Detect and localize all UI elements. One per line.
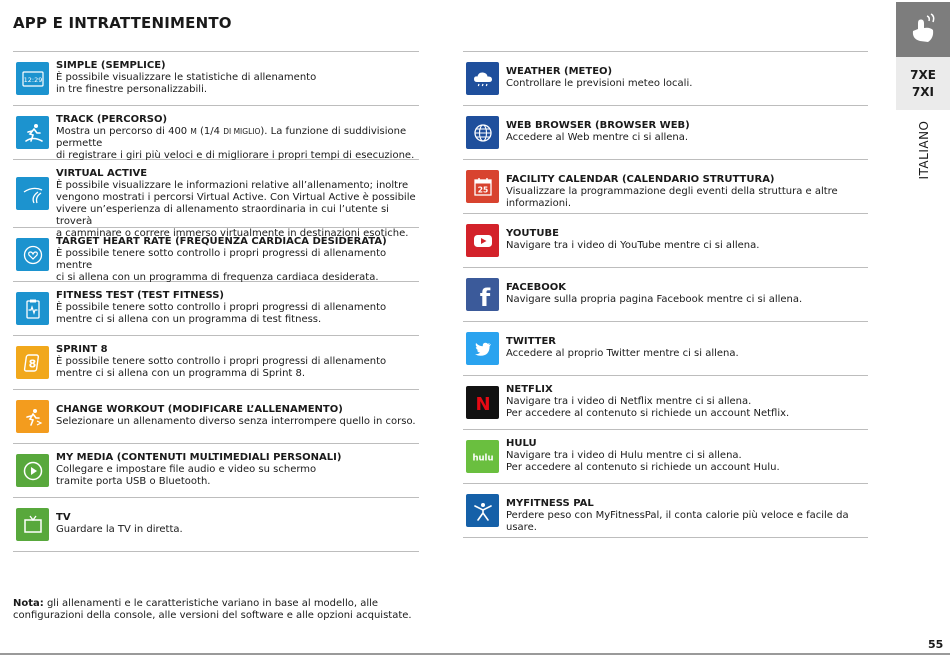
weather-tile	[466, 62, 499, 95]
list-item-fitness-test	[13, 282, 419, 336]
track-title: TRACK (PERCORSO)	[56, 114, 168, 125]
web-browser-title: WEB BROWSER (BROWSER WEB)	[506, 120, 690, 131]
touch-hand-icon	[906, 13, 940, 47]
weather-cloud-icon	[472, 68, 494, 90]
note-label: Nota:	[13, 598, 44, 609]
target-heart-rate-desc: È possibile tenere sotto controllo i propri progressi di allenamento mentre ci si allena con un programma di frequenza cardiaca desiderata.	[56, 248, 387, 283]
facebook-title: FACEBOOK	[506, 282, 566, 293]
youtube-icon	[472, 230, 494, 252]
list-item-myfitness-pal	[463, 484, 868, 538]
list-item-twitter	[463, 322, 868, 376]
side-tab-language	[914, 120, 934, 180]
facebook-letter: f	[479, 283, 490, 306]
hulu-title: HULU	[506, 438, 537, 449]
side-tab-touch	[896, 2, 950, 57]
list-item-target-heart-rate	[13, 228, 419, 282]
simple-tile-time: 12:29	[23, 75, 42, 84]
virtual-active-title: VIRTUAL ACTIVE	[56, 168, 148, 179]
tv-title: TV	[56, 512, 71, 523]
netflix-icon	[472, 392, 494, 414]
netflix-desc: Navigare tra i video di Netflix mentre ci si allena. Per accedere al contenuto si richiede un account Netflix.	[506, 396, 790, 419]
hulu-tile	[466, 440, 499, 473]
track-tile	[16, 116, 49, 149]
change-workout-icon	[22, 406, 44, 428]
tv-tile	[16, 508, 49, 541]
language-label: ITALIANO	[917, 120, 931, 180]
fitness-test-desc: È possibile tenere sotto controllo i propri progressi di allenamento mentre ci si allena con un programma di test fitness.	[56, 302, 387, 325]
fitness-test-tile	[16, 292, 49, 325]
list-item-facility-calendar	[463, 160, 868, 214]
calendar-icon	[472, 176, 494, 198]
list-item-sprint-8	[13, 336, 419, 390]
facebook-desc: Navigare sulla propria pagina Facebook mentre ci si allena.	[506, 294, 803, 305]
list-item-simple	[13, 52, 419, 106]
runner-icon	[22, 122, 44, 144]
virtual-active-tile	[16, 177, 49, 210]
netflix-letter: N	[474, 393, 491, 414]
list-item-virtual-active	[13, 160, 419, 239]
twitter-title: TWITTER	[506, 336, 556, 347]
my-media-desc: Collegare e impostare file audio e video su schermo tramite porta USB o Bluetooth.	[56, 464, 317, 487]
weather-desc: Controllare le previsioni meteo locali.	[506, 78, 693, 89]
list-item-my-media	[13, 444, 419, 498]
my-media-tile	[16, 454, 49, 487]
list-item-hulu	[463, 430, 868, 484]
facility-calendar-title: FACILITY CALENDAR (CALENDARIO STRUTTURA)	[506, 174, 775, 185]
youtube-title: YOUTUBE	[506, 228, 559, 239]
page-number: 55	[928, 638, 944, 651]
twitter-desc: Accedere al proprio Twitter mentre ci si allena.	[506, 348, 739, 359]
simple-title: SIMPLE (SEMPLICE)	[56, 60, 166, 71]
road-icon	[22, 183, 44, 205]
simple-desc: È possibile visualizzare le statistiche di allenamento in tre finestre personalizzabili.	[56, 72, 317, 95]
myfitnesspal-icon	[472, 500, 494, 522]
list-item-tv	[13, 498, 419, 552]
facebook-icon	[472, 284, 494, 306]
myfitness-pal-tile	[466, 494, 499, 527]
sprint-8-title: SPRINT 8	[56, 344, 108, 355]
change-workout-title: CHANGE WORKOUT (MODIFICARE L’ALLENAMENTO)	[56, 404, 343, 415]
sprint8-icon	[22, 352, 44, 374]
web-browser-desc: Accedere al Web mentre ci si allena.	[506, 132, 689, 143]
simple-tile	[16, 62, 49, 95]
sprint-8-tile	[16, 346, 49, 379]
change-workout-desc: Selezionare un allenamento diverso senza interrompere quello in corso.	[56, 416, 416, 427]
model-7xe: 7XE	[910, 67, 936, 82]
left-app-list	[13, 51, 419, 552]
sprint-8-desc: È possibile tenere sotto controllo i propri progressi di allenamento mentre ci si allena con un programma di Sprint 8.	[56, 356, 387, 379]
heart-target-icon	[22, 244, 44, 266]
track-desc: Mostra un percorso di 400 M (1/4 DI MIGLIO). La funzione di suddivisione permette di registrare i giri più veloci e di migliorare i propri tempi di esecuzione.	[56, 126, 415, 161]
facility-calendar-tile	[466, 170, 499, 203]
page-title: APP E INTRATTENIMENTO	[13, 14, 232, 32]
list-item-change-workout	[13, 390, 419, 444]
list-item-facebook	[463, 268, 868, 322]
calendar-day: 25	[477, 185, 488, 194]
youtube-desc: Navigare tra i video di YouTube mentre ci si allena.	[506, 240, 760, 251]
note-text: gli allenamenti e le caratteristiche variano in base al modello, alle configurazioni della console, alle versioni del software e alle opzioni acquistate.	[13, 598, 412, 621]
myfitness-pal-desc: Perdere peso con MyFitnessPal, il conta calorie più veloce e facile da usare.	[506, 510, 849, 533]
list-item-web-browser	[463, 106, 868, 160]
list-item-netflix	[463, 376, 868, 430]
clipboard-pulse-icon	[22, 298, 44, 320]
web-browser-tile	[466, 116, 499, 149]
globe-icon	[472, 122, 494, 144]
model-7xi: 7XI	[911, 84, 935, 99]
side-tab-models	[896, 57, 950, 110]
twitter-tile	[466, 332, 499, 365]
list-item-youtube	[463, 214, 868, 268]
facility-calendar-desc: Visualizzare la programmazione degli eventi della struttura e altre informazioni.	[506, 186, 838, 209]
change-workout-tile	[16, 400, 49, 433]
youtube-tile	[466, 224, 499, 257]
hulu-icon	[472, 446, 494, 468]
right-app-list	[463, 51, 868, 538]
sprint-8-digit: 8	[28, 357, 36, 370]
facebook-tile	[466, 278, 499, 311]
target-heart-rate-title: TARGET HEART RATE (FREQUENZA CARDIACA DESIDERATA)	[56, 236, 387, 247]
twitter-bird-icon	[472, 338, 494, 360]
virtual-active-desc: È possibile visualizzare le informazioni relative all’allenamento; inoltre vengono mostrati i percorsi Virtual Active. Con Virtual Active è possibile vivere un’esperienza di allenamento straordinaria in cui l’utente si troverà a camminare o correre immerso virtualmente in destinazioni esotiche.	[56, 180, 416, 239]
tv-desc: Guardare la TV in diretta.	[56, 524, 183, 535]
clock-display-icon	[22, 68, 44, 90]
play-icon	[22, 460, 44, 482]
myfitness-pal-title: MYFITNESS PAL	[506, 498, 594, 509]
target-heart-rate-tile	[16, 238, 49, 271]
hulu-wordmark: hulu	[471, 453, 494, 463]
footnote	[13, 598, 413, 622]
netflix-tile	[466, 386, 499, 419]
netflix-title: NETFLIX	[506, 384, 553, 395]
fitness-test-title: FITNESS TEST (TEST FITNESS)	[56, 290, 224, 301]
list-item-weather	[463, 52, 868, 106]
tv-icon	[22, 514, 44, 536]
weather-title: WEATHER (METEO)	[506, 66, 613, 77]
my-media-title: MY MEDIA (CONTENUTI MULTIMEDIALI PERSONALI)	[56, 452, 342, 463]
hulu-desc: Navigare tra i video di Hulu mentre ci si allena. Per accedere al contenuto si richiede un account Hulu.	[506, 450, 780, 473]
list-item-track	[13, 106, 419, 160]
